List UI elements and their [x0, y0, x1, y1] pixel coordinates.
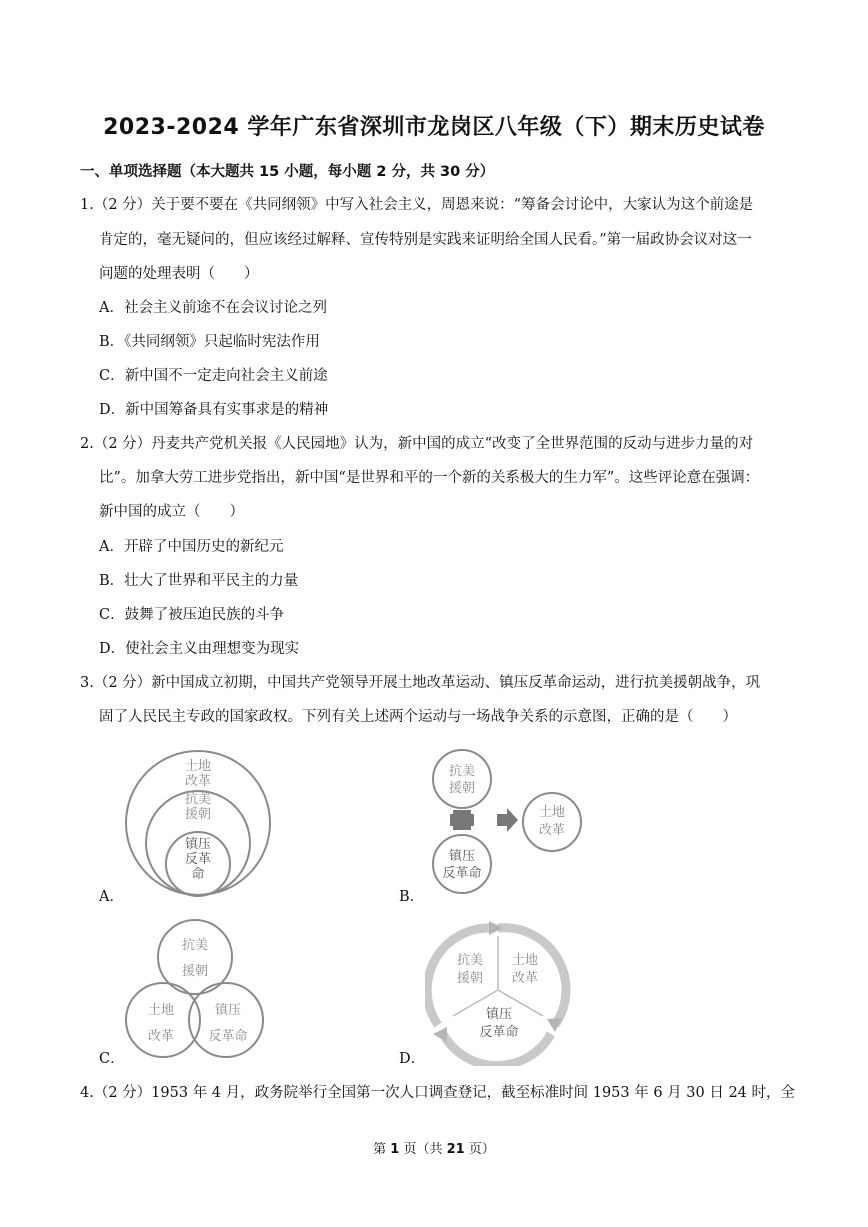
figure-d-land-1: 土地 [511, 953, 539, 968]
question-2-option-d: D．使社会主义由理想变为现实 [99, 641, 300, 657]
question-1-line-2: 肯定的，毫无疑问的，但应该经过解释、宣传特别是实践来证明给全国人民看。”第一届政协会议对这一 [99, 232, 752, 248]
figure-d-supp-2: 反革命 [479, 1025, 519, 1040]
footer-mid: 页（共 [399, 1142, 447, 1157]
figure-c-label: C． [99, 1051, 125, 1067]
page-title: 2023-2024 学年广东省深圳市龙岗区八年级（下）期末历史试卷 [103, 115, 765, 140]
question-1-option-d: D．新中国筹备具有实事求是的精神 [99, 402, 329, 418]
figure-d-supp-1: 镇压 [485, 1007, 513, 1022]
question-3-line-2: 固了人民民主专政的国家政权。下列有关上述两个运动与一场战争关系的示意图，正确的是（ ） [99, 709, 737, 725]
figure-a-supp-2: 反革 [184, 852, 212, 867]
figure-a-land-1: 土地 [184, 759, 212, 774]
figure-a-land-2: 改革 [184, 774, 212, 789]
footer-total-pages: 21 [446, 1142, 465, 1157]
figure-b-land-2: 改革 [538, 823, 566, 838]
figure-b-plus-arrow [425, 748, 595, 898]
figure-a-nested-circles [118, 748, 278, 900]
figure-d-land-2: 改革 [511, 971, 539, 986]
figure-c-korea-2: 援朝 [181, 964, 209, 979]
figure-a-label: A． [99, 889, 124, 905]
figure-c-korea-1: 抗美 [181, 938, 209, 953]
footer-prefix: 第 [373, 1142, 391, 1157]
figure-a-korea-1: 抗美 [184, 792, 212, 807]
figure-a-supp-3: 命 [191, 867, 205, 882]
figure-c-supp-1: 镇压 [214, 1003, 242, 1018]
figure-b-supp-2: 反革命 [442, 866, 482, 881]
figure-c-land-1: 土地 [147, 1003, 175, 1018]
figure-d-label: D． [399, 1051, 426, 1067]
question-1-line-1: 1.（2 分）关于要不要在《共同纲领》中写入社会主义，周恩来说：“筹备会讨论中，大家认为这个前途是 [80, 197, 754, 213]
footer-suffix: 页） [464, 1142, 495, 1157]
figure-a-supp-1: 镇压 [184, 837, 212, 852]
question-3-line-1: 3.（2 分）新中国成立初期，中国共产党领导开展土地改革运动、镇压反革命运动，进行抗美援朝战争，巩 [80, 675, 761, 691]
footer-page-number: 1 [390, 1142, 400, 1157]
figure-c-supp-2: 反革命 [208, 1029, 248, 1044]
figure-b-land-1: 土地 [538, 805, 566, 820]
figure-b-supp-1: 镇压 [448, 849, 476, 864]
question-1-option-a: A．社会主义前途不在会议讨论之列 [99, 300, 327, 316]
figure-c-venn [118, 918, 278, 1068]
question-2-line-2: 比”。加拿大劳工进步党指出，新中国“是世界和平的一个新的关系极大的生力军”。这些评论意在强调： [99, 470, 760, 486]
page-footer [0, 1138, 868, 1157]
figure-d-korea-2: 援朝 [456, 971, 484, 986]
figure-c-land-2: 改革 [147, 1029, 175, 1044]
question-1-option-c: C．新中国不一定走向社会主义前途 [99, 368, 328, 384]
question-1-option-b: B．《共同纲领》只起临时宪法作用 [99, 334, 320, 350]
figure-a-korea-2: 援朝 [184, 807, 212, 822]
question-1-line-3: 问题的处理表明（ ） [99, 266, 259, 282]
figure-d-korea-1: 抗美 [456, 953, 484, 968]
question-2-option-c: C．鼓舞了被压迫民族的斗争 [99, 607, 285, 623]
question-2-option-b: B．壮大了世界和平民主的力量 [99, 573, 299, 589]
figure-b-korea-2: 援朝 [448, 781, 476, 796]
question-2-line-3: 新中国的成立（ ） [99, 504, 244, 520]
figure-d-cycle [425, 918, 575, 1066]
question-4-line-1: 4.（2 分）1953 年 4 月，政务院举行全国第一次人口调查登记，截至标准时间 1953 年 6 月 30 日 24 时，全 [80, 1085, 796, 1101]
question-2-line-1: 2.（2 分）丹麦共产党机关报《人民园地》认为，新中国的成立“改变了全世界范围的反动与进步力量的对 [80, 436, 754, 452]
figure-b-korea-1: 抗美 [448, 764, 476, 779]
question-2-option-a: A．开辟了中国历史的新纪元 [99, 539, 284, 555]
section-heading: 一、单项选择题（本大题共 15 小题，每小题 2 分，共 30 分） [80, 164, 495, 180]
figure-b-label: B． [399, 889, 425, 905]
